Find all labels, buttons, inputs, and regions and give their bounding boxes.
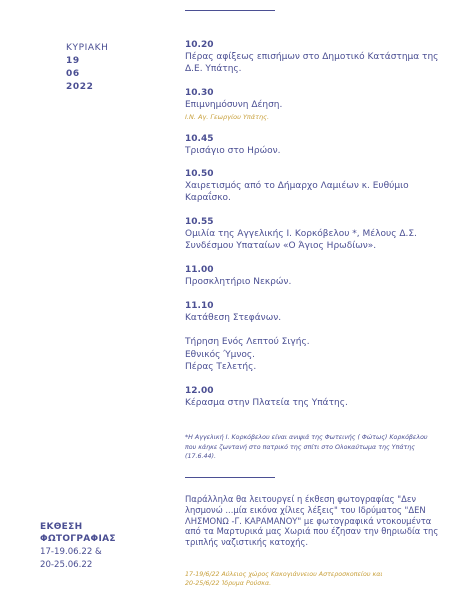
date-day: ΚΥΡΙΑΚΗ — [66, 43, 109, 53]
exhibition-dates-line1: 17-19.06.22 & — [40, 547, 102, 557]
program-text: Κέρασμα στην Πλατεία της Υπάτης. — [185, 398, 348, 408]
program-item-1020 — [185, 40, 445, 75]
program-text: Ομιλία της Αγγελικής Ι. Κορκόβελου *, Μέλους Δ.Σ. Συνδέσμου Υπαταίων «Ο Άγιος Ηρωδίων». — [185, 229, 417, 251]
date-mm: 06 — [66, 69, 80, 79]
program-location-note: Ι.Ν. Αγ. Γεωργίου Υπάτης. — [185, 112, 270, 121]
program-line: Πέρας Τελετής. — [185, 362, 257, 372]
exhibition-dates — [40, 546, 102, 571]
program-line: Εθνικός Ύμνος. — [185, 349, 256, 360]
program-item-closing — [185, 336, 445, 374]
program-item-1030 — [185, 88, 445, 122]
section-divider — [185, 477, 275, 478]
program-time: 10.55 — [185, 217, 214, 227]
exhibition-dates-line2: 20-25.06.22 — [40, 559, 93, 570]
program-item-1100 — [185, 265, 445, 289]
date-dd: 19 — [66, 56, 80, 66]
program-time: 11.10 — [185, 301, 214, 311]
exhibition-title-line2: ΦΩΤΟΓΡΑΦΙΑΣ — [40, 534, 116, 544]
exhibition-title-line1: ΕΚΘΕΣΗ — [40, 522, 83, 532]
event-date — [66, 42, 109, 94]
program-text: Χαιρετισμός από το Δήμαρχο Λαμιέων κ. Ευθύμιο Καραΐσκο. — [185, 181, 409, 203]
exhibition-description: Παράλληλα θα λειτουργεί η έκθεση φωτογραφίας "Δεν λησμονώ ...μία εικόνα χίλιες λέξεις" του Ιδρύματος "ΔΕΝ ΛΗΣΜΟΝΩ -Γ. ΚΑΡΑΜΑΝΟΥ" με φωτογραφικά ντοκουμέντα από τα Μαρτυρικά μας Χωριά που έζησαν την θηριωδία της τριπλής ναζιστικής κατοχής. — [185, 494, 439, 548]
program-text: Κατάθεση Στεφάνων. — [185, 313, 282, 323]
exhibition-venue-2: 20-25/6/22 Ίδρυμα Ρούσκα. — [185, 580, 272, 587]
footnote: *Η Αγγελική Ι. Κορκόβελου είναι ανιψιά της Φωτεινής ( Φώτως) Κορκόβελου που κάηκε ζωντανή στο πατρικό της σπίτι στο Ολοκαύτωμα της Υπάτης (17.6.44). — [185, 434, 428, 460]
program-text: Επιμνημόσυνη Δέηση. — [185, 100, 283, 110]
program-time: 10.20 — [185, 40, 214, 50]
program-line: Τήρηση Ενός Λεπτού Σιγής. — [185, 337, 310, 347]
program-time: 12.00 — [185, 386, 214, 396]
program-time: 10.45 — [185, 134, 214, 144]
program-item-1055 — [185, 217, 445, 252]
exhibition-venues — [185, 570, 447, 588]
exhibition-venue-1: 17-19/6/22 Αύλειος χώρος Κακογιάννειου Αστεροσκοπείου και — [185, 571, 383, 578]
exhibition-title — [40, 521, 116, 545]
program-time: 10.50 — [185, 169, 214, 179]
program-item-1200 — [185, 386, 445, 410]
program-item-1045 — [185, 134, 445, 158]
program-text: Προσκλητήριο Νεκρών. — [185, 277, 292, 287]
date-year: 2022 — [66, 82, 94, 92]
program-time: 10.30 — [185, 88, 214, 98]
program-text: Τρισάγιο στο Ηρώον. — [185, 146, 281, 156]
program-text: Πέρας αφίξεως επισήμων στο Δημοτικό Κατάστημα της Δ.Ε. Υπάτης. — [185, 52, 439, 74]
program-item-1050 — [185, 169, 445, 204]
program-time: 11.00 — [185, 265, 214, 275]
program-item-1110 — [185, 301, 445, 325]
top-divider — [185, 10, 275, 11]
